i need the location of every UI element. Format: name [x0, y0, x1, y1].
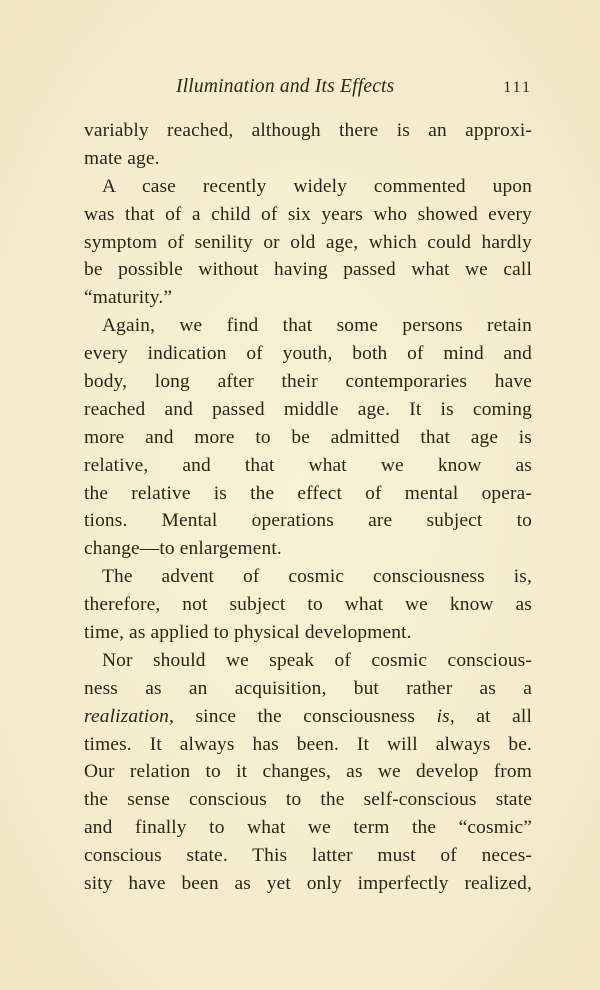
text-line: the sense conscious to the self-conscious state: [84, 789, 532, 811]
text-line: and finally to what we term the “cosmic”: [84, 817, 532, 839]
text-line: was that of a child of six years who showed every: [84, 203, 532, 225]
text-line: mate age.: [84, 147, 160, 169]
paragraph: [84, 117, 532, 173]
text-line: ness as an acquisition, but rather as a: [84, 677, 532, 699]
text-line: Our relation to it changes, as we develop from: [84, 761, 532, 783]
text-line: every indication of youth, both of mind and: [84, 343, 532, 365]
text-line: Nor should we speak of cosmic conscious-: [102, 649, 532, 671]
text-line: body, long after their contemporaries have: [84, 371, 532, 393]
text-line: A case recently widely commented upon: [102, 175, 532, 197]
text-span: at all: [454, 705, 532, 727]
body-text: [84, 117, 532, 898]
text-line: “maturity.”: [84, 287, 173, 309]
text-line: therefore, not subject to what we know as: [84, 594, 532, 616]
paragraph: [84, 647, 532, 898]
page-header: [176, 76, 532, 98]
text-line: symptom of senility or old age, which could hardly: [84, 231, 532, 253]
paragraph: [84, 563, 532, 647]
text-line: time, as applied to physical development.: [84, 622, 412, 644]
text-line: reached and passed middle age. It is coming: [84, 398, 532, 420]
paragraph: [84, 173, 532, 312]
text-line: be possible without having passed what we call: [84, 259, 532, 281]
text-line: conscious state. This latter must of neces-: [84, 845, 532, 867]
text-line: The advent of cosmic consciousness is,: [102, 566, 532, 588]
text-line: change—to enlargement.: [84, 538, 282, 560]
text-line: tions. Mental operations are subject to: [84, 510, 532, 532]
italic-word: is,: [436, 705, 455, 727]
text-line: Again, we find that some persons retain: [102, 315, 532, 337]
text-line: variably reached, although there is an approxi-: [84, 120, 532, 141]
italic-word: realization,: [84, 705, 174, 727]
text-line: relative, and that what we know as: [84, 454, 532, 476]
text-line-with-italics: [84, 703, 532, 731]
text-line: more and more to be admitted that age is: [84, 426, 532, 448]
paragraph: [84, 312, 532, 563]
text-span: since the consciousness: [173, 705, 437, 727]
page-number: 111: [503, 79, 532, 96]
text-line: the relative is the effect of mental opera-: [84, 482, 532, 504]
text-line: times. It always has been. It will always be.: [84, 733, 532, 755]
text-line: sity have been as yet only imperfectly realized,: [84, 873, 532, 895]
running-title: Illumination and Its Effects: [176, 76, 395, 97]
